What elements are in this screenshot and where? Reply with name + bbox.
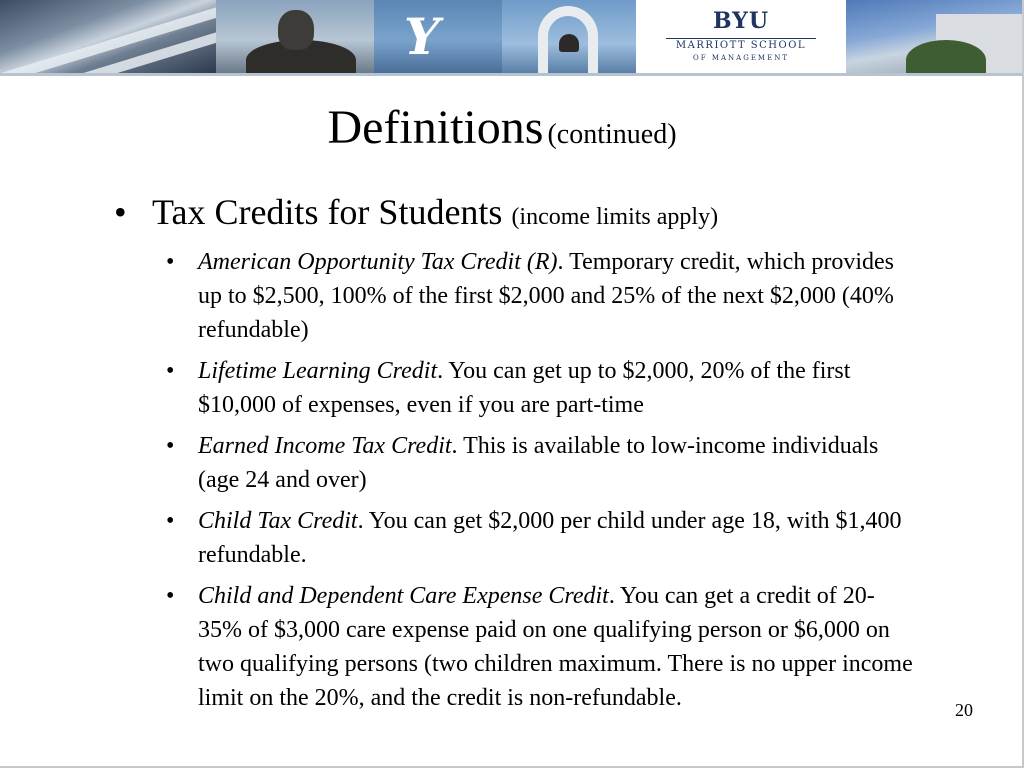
- logo-line-1: MARRIOTT SCHOOL: [675, 40, 807, 51]
- list-item: [108, 504, 918, 572]
- credit-term: Child and Dependent Care Expense Credit: [198, 583, 609, 609]
- bullet-icon: •: [166, 583, 175, 609]
- credit-description: . You can get a credit of 20-35% of $3,000 care expense paid on one qualifying person or $6,000 on two qualifying persons (two children maximum. There is no upper income limit on the 20%, and the credit is non-refundable.: [198, 583, 913, 711]
- logo-line-2: OF MANAGEMENT: [693, 54, 789, 62]
- banner-photo-building: [846, 0, 1024, 73]
- bullet-icon: •: [166, 433, 175, 459]
- bell-icon: [559, 34, 579, 52]
- slide-body: [108, 188, 928, 722]
- banner-photo-statue: [216, 0, 374, 73]
- list-item: [108, 579, 918, 715]
- banner-divider: [0, 73, 1024, 76]
- heading-note: (income limits apply): [511, 204, 719, 230]
- logo-name: BYU: [712, 8, 770, 34]
- credit-term: American Opportunity Tax Credit (R): [198, 249, 558, 275]
- bullet-icon: •: [114, 192, 127, 232]
- byu-marriott-logo: [636, 0, 846, 73]
- credit-term: Earned Income Tax Credit: [198, 433, 452, 459]
- banner-photo-y-mountain: [374, 0, 502, 73]
- heading-text: Tax Credits for Students: [152, 192, 503, 232]
- y-logo-icon: Y: [404, 7, 440, 66]
- list-item: [108, 245, 918, 347]
- banner-photo-bell-tower: [502, 0, 636, 73]
- list-item: [108, 429, 918, 497]
- bullet-icon: •: [166, 508, 175, 534]
- bullet-icon: •: [166, 358, 175, 384]
- bullet-heading: [108, 188, 928, 241]
- slide-number: 20: [955, 700, 973, 720]
- banner-photo-architecture: [0, 0, 216, 73]
- header-banner: [0, 0, 1024, 76]
- slide-title: [0, 101, 1004, 154]
- bullet-icon: •: [166, 249, 175, 275]
- title-main: Definitions: [327, 101, 544, 154]
- credit-description: . This is available to low-income individuals (age 24 and over): [198, 433, 879, 493]
- credit-description: . Temporary credit, which provides up to $2,500, 100% of the first $2,000 and 25% of the next $2,000 (40% refundable): [198, 249, 894, 343]
- credit-term: Lifetime Learning Credit: [198, 358, 438, 384]
- title-subtitle: (continued): [547, 119, 677, 150]
- credit-list: [108, 245, 928, 715]
- credit-term: Child Tax Credit: [198, 508, 358, 534]
- credit-description: . You can get $2,000 per child under age 18, with $1,400 refundable.: [198, 508, 902, 568]
- credit-description: . You can get up to $2,000, 20% of the first $10,000 of expenses, even if you are part-time: [198, 358, 851, 418]
- list-item: [108, 354, 918, 422]
